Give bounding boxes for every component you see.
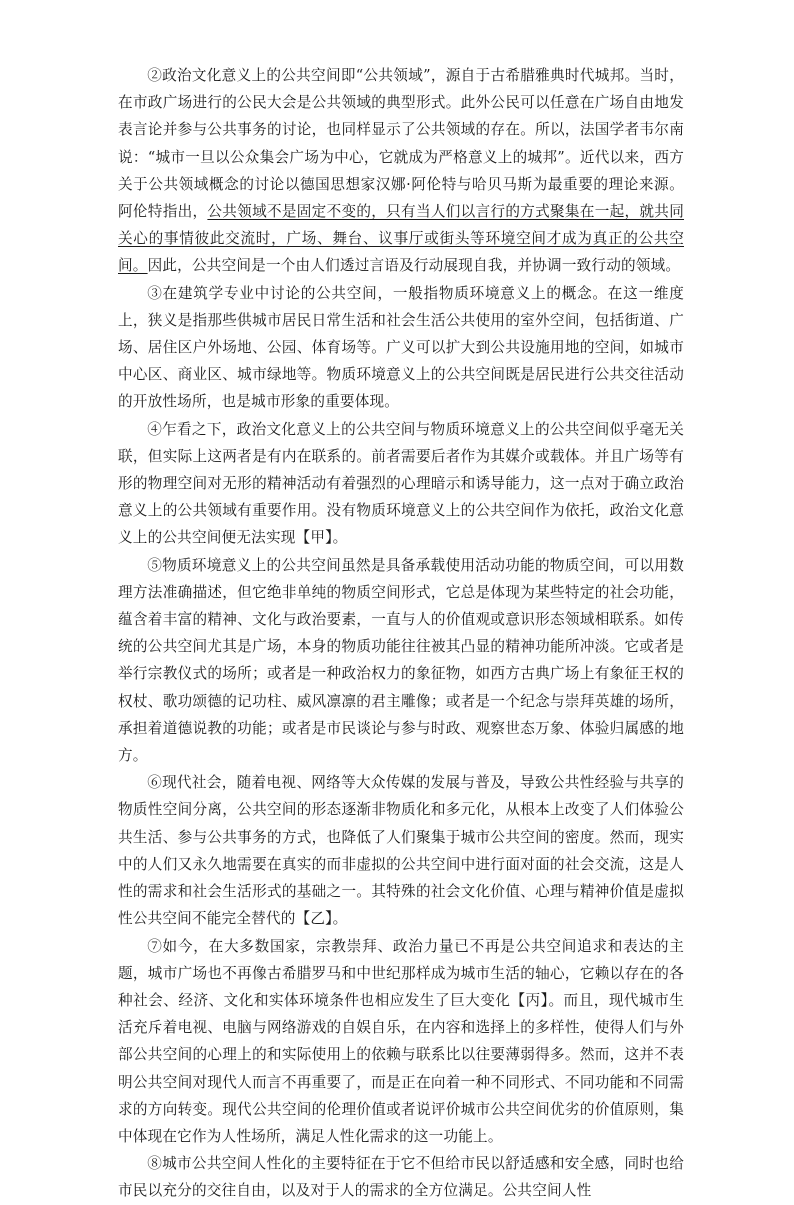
paragraph-6: ⑥现代社会，随着电视、网络等大众传媒的发展与普及，导致公共性经验与共享的物质性空间分离，公共空间的形态逐渐非物质化和多元化，从根本上改变了人们体验公共生活、参与公共事务的方式，也降低了人们聚集于城市公共空间的密度。然而，现实中的人们又永久地需要在真实的而非虚拟的公共空间中进行面对面的社会交流，这是人性的需求和社会生活形式的基础之一。其特殊的社会文化价值、心理与精神价值是虚拟性公共空间不能完全替代的【乙】。 bbox=[118, 774, 684, 928]
paragraph-2-text-after: 因此，公共空间是一个由人们透过言语及行动展现自我，并协调一致行动的领域。 bbox=[147, 257, 681, 275]
paragraph-2-underlined-sentence: 公共领域不是固定不变的，只有当人们以言行的方式聚集在一起，就共同关心的事情彼此交流时，广场、舞台、议事厅或街头等环境空间才成为真正的公共空间。 bbox=[118, 203, 685, 275]
paragraph-3: ③在建筑学专业中讨论的公共空间，一般指物质环境意义上的概念。在这一维度上，狭义是指那些供城市居民日常生活和社会生活公共使用的室外空间，包括街道、广场、居住区户外场地、公园、体育场等。广义可以扩大到公共设施用地的空间，如城市中心区、商业区、城市绿地等。物质环境意义上的公共空间既是居民进行公共交往活动的开放性场所，也是城市形象的重要体现。 bbox=[118, 284, 684, 411]
paragraph-8: ⑧城市公共空间人性化的主要特征在于它不但给市民以舒适感和安全感，同时也给市民以充分的交往自由，以及对于人的需求的全方位满足。公共空间人性 bbox=[118, 1155, 684, 1200]
paragraph-2 bbox=[118, 62, 684, 280]
paragraph-5: ⑤物质环境意义上的公共空间虽然是具备承载使用活动功能的物质空间，可以用数理方法准确描述，但它绝非单纯的物质空间形式，它总是体现为某些特定的社会功能，蕴含着丰富的精神、文化与政治要素，一直与人的价值观或意识形态领域相联系。如传统的公共空间尤其是广场，本身的物质功能往往被其凸显的精神功能所冲淡。它或者是举行宗教仪式的场所；或者是一种政治权力的象征物，如西方古典广场上有象征王权的权杖、歌功颂德的记功柱、威风凛凛的君主雕像；或者是一个纪念与崇拜英雄的场所，承担着道德说教的功能；或者是市民谈论与参与时政、观察世态万象、体验归属感的地方。 bbox=[118, 556, 684, 765]
article-body bbox=[118, 62, 684, 1205]
paragraph-7: ⑦如今，在大多数国家，宗教崇拜、政治力量已不再是公共空间追求和表达的主题，城市广场也不再像古希腊罗马和中世纪那样成为城市生活的轴心，它赖以存在的各种社会、经济、文化和实体环境条件也相应发生了巨大变化【丙】。而且，现代城市生活充斥着电视、电脑与网络游戏的自娱自乐，在内容和选择上的多样性，使得人们与外部公共空间的心理上的和实际使用上的依赖与联系比以往要薄弱得多。然而，这并不表明公共空间对现代人而言不再重要了，而是正在向着一种不同形式、不同功能和不同需求的方向转变。现代公共空间的伦理价值或者说评价城市公共空间优劣的价值原则，集中体现在它作为人性场所，满足人性化需求的这一功能上。 bbox=[118, 937, 684, 1145]
paragraph-2-text-before: ②政治文化意义上的公共空间即“公共领域”，源自于古希腊雅典时代城邦。当时，在市政广场进行的公民大会是公共领域的典型形式。此外公民可以任意在广场自由地发表言论并参与公共事务的讨论，也同样显示了公共领域的存在。所以，法国学者韦尔南说：“城市一旦以公众集会广场为中心，它就成为严格意义上的城邦”。近代以来，西方关于公共领域概念的讨论以德国思想家汉娜·阿伦特与哈贝马斯为最重要的理论来源。阿伦特指出， bbox=[118, 67, 684, 221]
paragraph-4: ④乍看之下，政治文化意义上的公共空间与物质环境意义上的公共空间似乎毫无关联，但实际上这两者是有内在联系的。前者需要后者作为其媒介或载体。并且广场等有形的物理空间对无形的精神活动有着强烈的心理暗示和诱导能力，这一点对于确立政治意义上的公共领域有重要作用。没有物质环境意义上的公共空间作为依托，政治文化意义上的公共空间便无法实现【甲】。 bbox=[118, 420, 684, 547]
